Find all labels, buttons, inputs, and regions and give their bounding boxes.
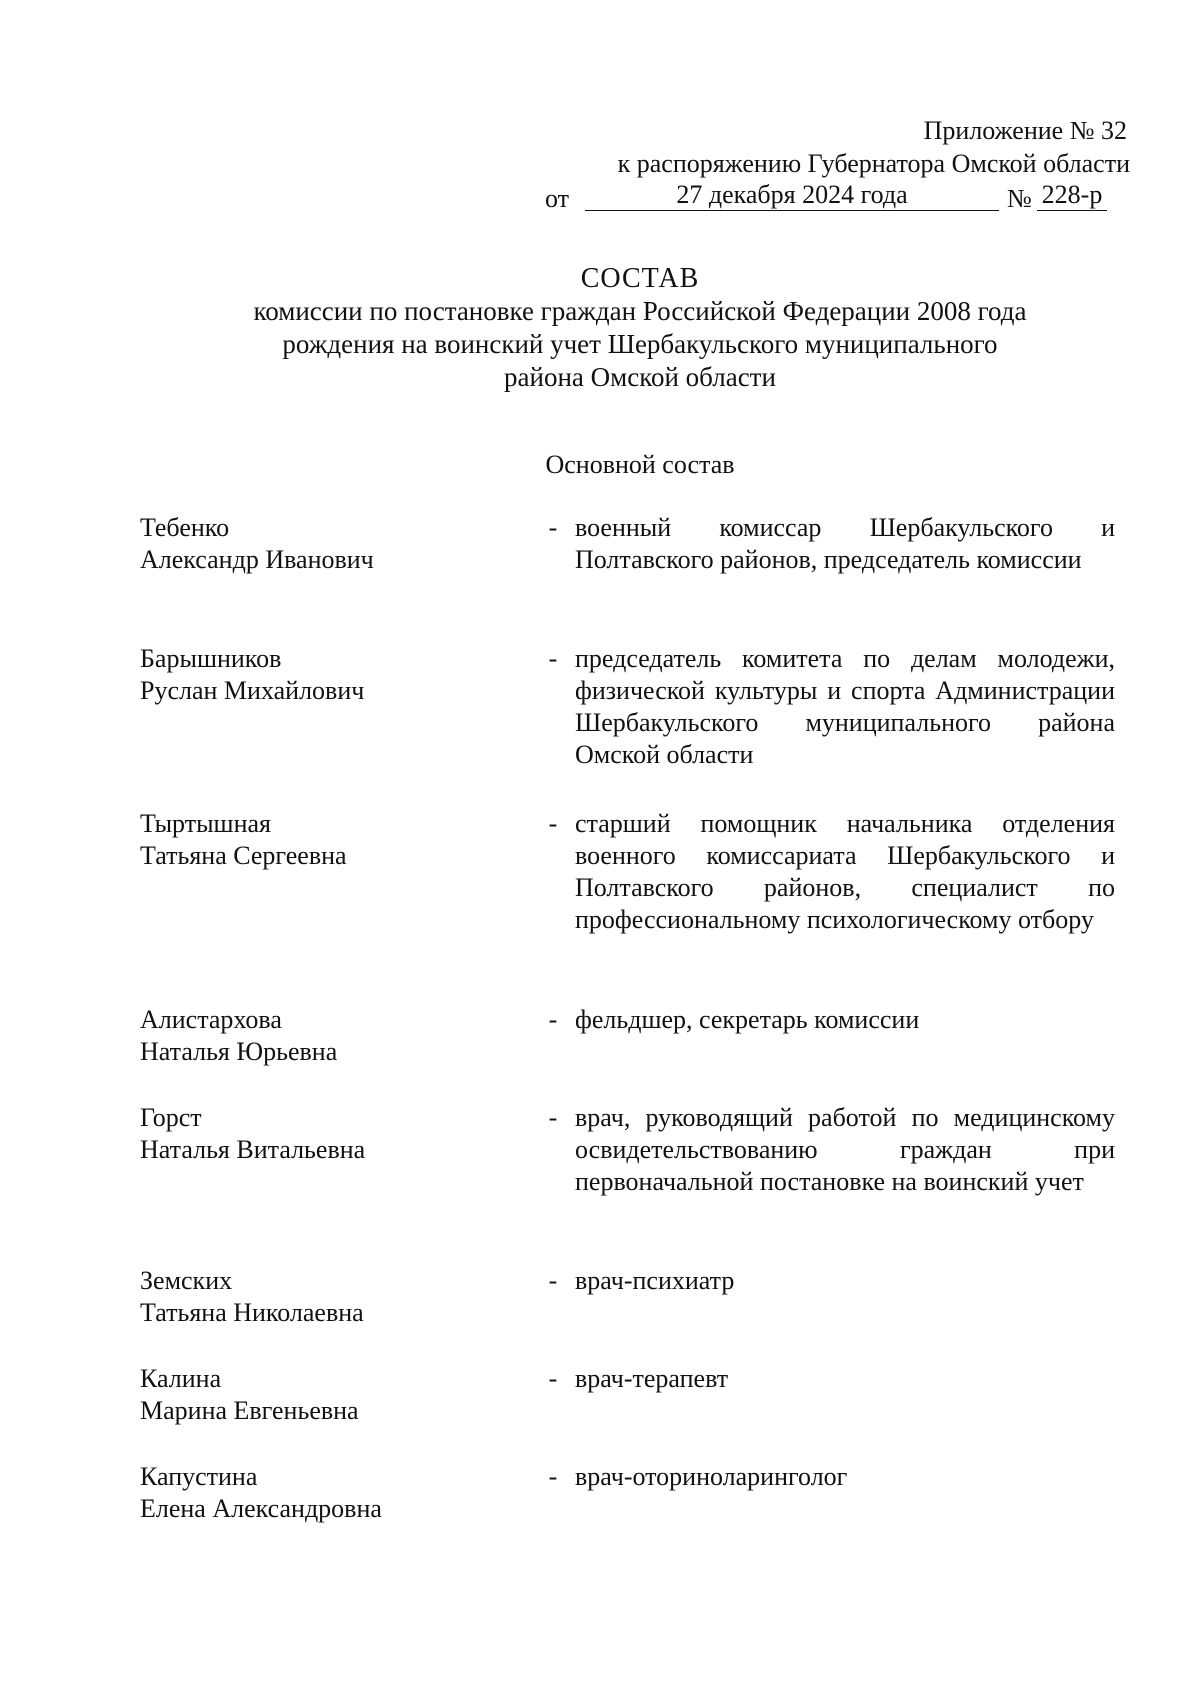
- member-surname: Алистархова: [140, 1005, 282, 1034]
- member-given-names: Александр Иванович: [140, 545, 374, 574]
- member-given-names: Татьяна Николаевна: [140, 1298, 364, 1327]
- from-label: от: [545, 184, 570, 213]
- appendix-title: Приложение № 32: [923, 116, 1127, 145]
- member-surname: Капустина: [140, 1462, 258, 1491]
- member-dash: -: [548, 1005, 558, 1034]
- member-role: старший помощник начальника отделения военного комиссариата Шербакульского и Полтавского районов, специалист по профессиональному психологическому отбору: [575, 809, 1115, 934]
- member-role: врач-оториноларинголог: [575, 1462, 848, 1491]
- member-name: [140, 1363, 540, 1427]
- member-role: фельдшер, секретарь комиссии: [575, 1005, 920, 1034]
- member-given-names: Наталья Витальевна: [140, 1135, 366, 1164]
- document-title: [120, 262, 1160, 394]
- member-surname: Горст: [140, 1103, 202, 1132]
- member-dash: -: [548, 1266, 558, 1295]
- member-dash: -: [548, 513, 558, 542]
- member-given-names: Наталья Юрьевна: [140, 1037, 338, 1066]
- member-surname: Тыртышная: [140, 809, 271, 838]
- title-main: СОСТАВ: [580, 263, 700, 294]
- member-dash: -: [548, 1462, 558, 1491]
- member-dash: -: [548, 1364, 558, 1393]
- member-role: председатель комитета по делам молодежи, физической культуры и спорта Администрации Шербакульского муниципального района Омской области: [575, 644, 1115, 769]
- title-line-2: рождения на воинский учет Шербакульского муниципального: [282, 329, 998, 359]
- member-given-names: Елена Александровна: [140, 1494, 382, 1523]
- member-surname: Тебенко: [140, 513, 230, 542]
- member-given-names: Марина Евгеньевна: [140, 1396, 359, 1425]
- appendix-order-ref: к распоряжению Губернатора Омской области: [617, 149, 1130, 178]
- title-line-1: комиссии по постановке граждан Российской Федерации 2008 года: [253, 296, 1027, 326]
- appendix-block: [545, 114, 1130, 216]
- member-role: врач-психиатр: [575, 1266, 735, 1295]
- number-label: №: [1007, 184, 1032, 213]
- member-name: [140, 643, 540, 707]
- member-name: [140, 1461, 540, 1525]
- member-surname: Барышников: [140, 644, 282, 673]
- member-role: врач, руководящий работой по медицинскому освидетельствованию граждан при первоначальной постановке на воинский учет: [575, 1103, 1115, 1196]
- member-role: военный комиссар Шербакульского и Полтавского районов, председатель комиссии: [575, 513, 1115, 574]
- member-name: [140, 1102, 540, 1166]
- member-given-names: Татьяна Сергеевна: [140, 841, 347, 870]
- member-name: [140, 1265, 540, 1329]
- member-name: [140, 512, 540, 576]
- member-given-names: Руслан Михайлович: [140, 676, 365, 705]
- member-name: [140, 1004, 540, 1068]
- member-dash: -: [548, 644, 558, 673]
- order-number: 228-р: [1037, 180, 1107, 211]
- member-dash: -: [548, 809, 558, 838]
- member-surname: Земских: [140, 1266, 233, 1295]
- member-surname: Калина: [140, 1364, 222, 1393]
- section-heading: Основной состав: [545, 450, 735, 479]
- member-role: врач-терапевт: [575, 1364, 729, 1393]
- order-date: 27 декабря 2024 года: [585, 180, 999, 211]
- title-line-3: района Омской области: [504, 362, 776, 392]
- member-name: [140, 808, 540, 872]
- member-dash: -: [548, 1103, 558, 1132]
